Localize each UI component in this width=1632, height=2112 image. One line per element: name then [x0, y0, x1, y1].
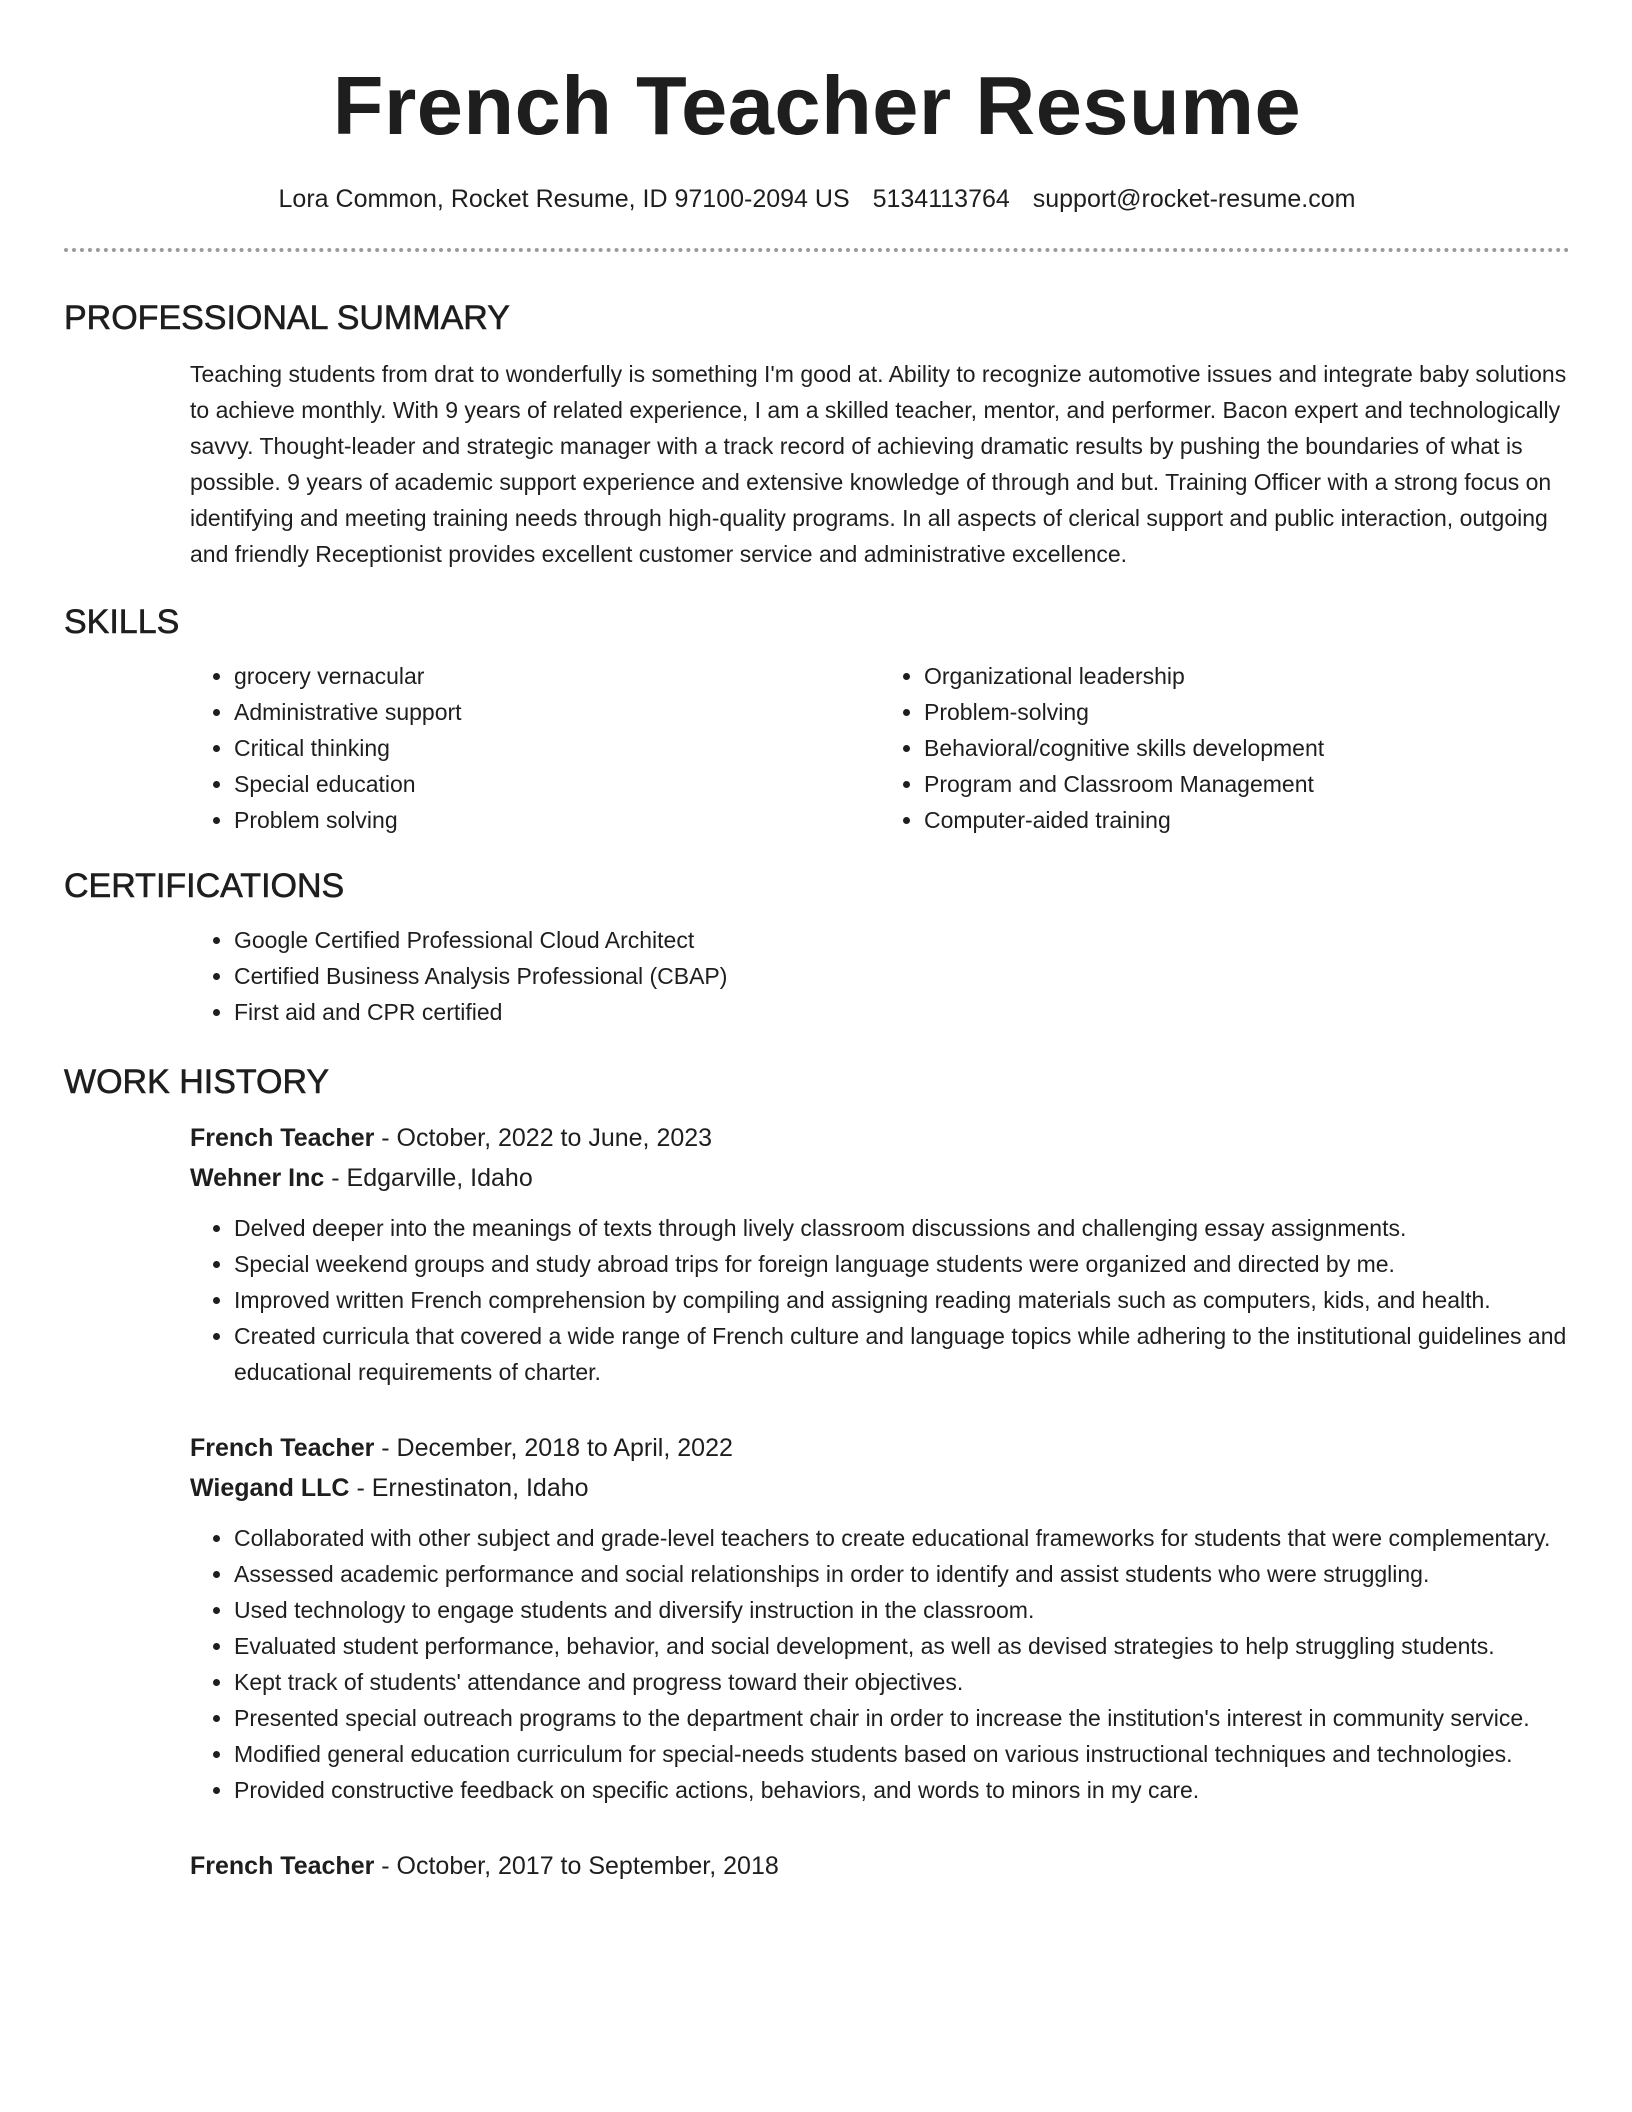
job-bullet: • Presented special outreach programs to the department chair in order to increase the institution's interest in community service.: [234, 1700, 1570, 1736]
skill-item: • Behavioral/cognitive skills development: [924, 730, 1570, 766]
job-bullets: [190, 1210, 1570, 1390]
certification-item: • First aid and CPR certified: [234, 994, 1570, 1030]
job-bullets: [190, 1520, 1570, 1808]
certification-item: • Certified Business Analysis Professional (CBAP): [234, 958, 1570, 994]
job-bullet: • Special weekend groups and study abroad trips for foreign language students were organized and directed by me.: [234, 1246, 1570, 1282]
certification-item: • Google Certified Professional Cloud Architect: [234, 922, 1570, 958]
resume-page: [64, 0, 1570, 1886]
job-dates: - October, 2022 to June, 2023: [374, 1124, 713, 1152]
job-location: - Edgarville, Idaho: [324, 1164, 533, 1192]
job-title: French Teacher: [190, 1124, 375, 1152]
job-title-line: [190, 1118, 1570, 1158]
job-entry: [190, 1118, 1570, 1390]
work-history-list: [190, 1118, 1570, 1886]
certifications-heading: CERTIFICATIONS: [64, 867, 345, 905]
job-bullet: • Modified general education curriculum for special-needs students based on various instructional techniques and technologies.: [234, 1736, 1570, 1772]
skills-column-left: [190, 658, 880, 838]
skill-item: • Special education: [234, 766, 880, 802]
job-company: Wiegand LLC: [190, 1474, 350, 1502]
skill-item: • Program and Classroom Management: [924, 766, 1570, 802]
work-history-heading: WORK HISTORY: [64, 1063, 330, 1101]
job-entry: [190, 1428, 1570, 1808]
skill-item: • grocery vernacular: [234, 658, 880, 694]
job-company-line: [190, 1158, 1570, 1198]
skill-item: • Problem-solving: [924, 694, 1570, 730]
header-divider: [64, 248, 1570, 252]
job-dates: - December, 2018 to April, 2022: [374, 1434, 733, 1462]
job-title-line: [190, 1428, 1570, 1468]
contact-phone: 5134113764: [872, 185, 1010, 213]
job-bullet: • Improved written French comprehension by compiling and assigning reading materials such as computers, kids, and health.: [234, 1282, 1570, 1318]
job-dates: - October, 2017 to September, 2018: [374, 1852, 779, 1880]
skills-heading: SKILLS: [64, 603, 180, 641]
summary-heading: PROFESSIONAL SUMMARY: [64, 299, 510, 337]
job-bullet: • Evaluated student performance, behavior, and social development, as well as devised strategies to help struggling students.: [234, 1628, 1570, 1664]
job-title: French Teacher: [190, 1434, 375, 1462]
job-title-line: [190, 1846, 1570, 1886]
job-bullet: • Created curricula that covered a wide range of French culture and language topics while adhering to the institutional guidelines and educational requirements of charter.: [234, 1318, 1570, 1390]
job-bullet: • Delved deeper into the meanings of texts through lively classroom discussions and challenging essay assignments.: [234, 1210, 1570, 1246]
job-bullet: • Kept track of students' attendance and progress toward their objectives.: [234, 1664, 1570, 1700]
skill-item: • Organizational leadership: [924, 658, 1570, 694]
skills-column-right: [880, 658, 1570, 838]
skill-item: • Problem solving: [234, 802, 880, 838]
skill-item: • Computer-aided training: [924, 802, 1570, 838]
job-bullet: • Provided constructive feedback on specific actions, behaviors, and words to minors in my care.: [234, 1772, 1570, 1808]
skills-list: [190, 658, 1570, 838]
job-entry: [190, 1846, 1570, 1886]
contact-address: Lora Common, Rocket Resume, ID 97100-2094 US: [278, 185, 850, 213]
summary-text: Teaching students from drat to wonderfully is something I'm good at. Ability to recognize automotive issues and integrate baby solutions to achieve monthly. With 9 years of related experience, I am a skilled teacher, mentor, and performer. Bacon expert and technologically savvy. Thought-leader and strategic manager with a track record of achieving dramatic results by pushing the boundaries of what is possible. 9 years of academic support experience and extensive knowledge of through and but. Training Officer with a strong focus on identifying and meeting training needs through high-quality programs. In all aspects of clerical support and public interaction, outgoing and friendly Receptionist provides excellent customer service and administrative excellence.: [190, 361, 1567, 567]
skill-item: • Critical thinking: [234, 730, 880, 766]
contact-line: [64, 182, 1570, 216]
job-location: - Ernestinaton, Idaho: [349, 1474, 589, 1502]
job-bullet: • Collaborated with other subject and grade-level teachers to create educational frameworks for students that were complementary.: [234, 1520, 1570, 1556]
contact-email: support@rocket-resume.com: [1032, 185, 1356, 213]
job-company: Wehner Inc: [190, 1164, 325, 1192]
job-company-line: [190, 1468, 1570, 1508]
job-title: French Teacher: [190, 1852, 375, 1880]
certifications-list: [190, 922, 1570, 1030]
skill-item: • Administrative support: [234, 694, 880, 730]
job-bullet: • Used technology to engage students and diversify instruction in the classroom.: [234, 1592, 1570, 1628]
job-bullet: • Assessed academic performance and social relationships in order to identify and assist students who were struggling.: [234, 1556, 1570, 1592]
resume-title: French Teacher Resume: [332, 59, 1302, 152]
